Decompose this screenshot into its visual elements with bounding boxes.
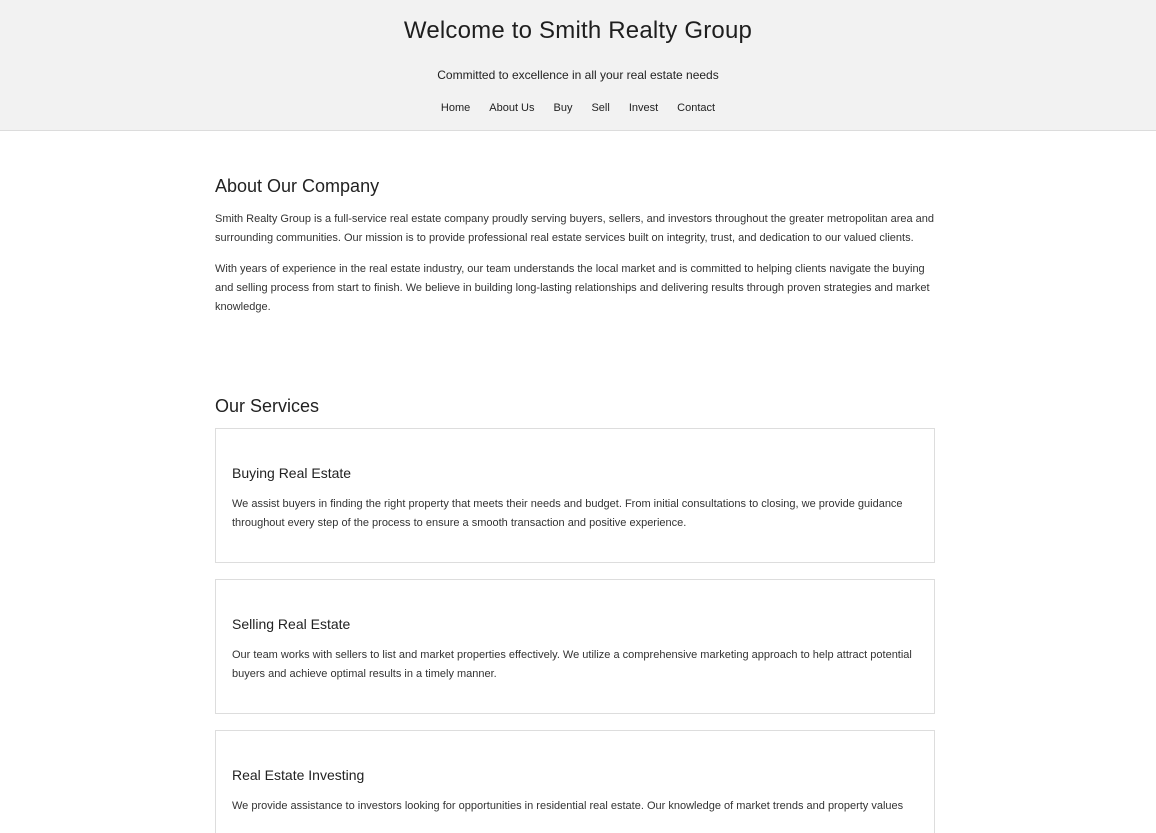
service-card-buying [215,428,935,563]
nav-link-invest[interactable]: Invest [628,102,659,114]
main-nav [0,101,1156,115]
service-description: We provide assistance to investors looking for opportunities in residential real estate. Our knowledge of market trends and property values [232,800,904,812]
service-title: Selling Real Estate [232,616,351,632]
services-heading: Our Services [215,396,320,416]
nav-link-home[interactable]: Home [440,102,471,114]
service-card-selling [215,579,935,714]
nav-link-about-us[interactable]: About Us [489,102,535,114]
about-heading: About Our Company [215,176,380,196]
about-paragraph: With years of experience in the real estate industry, our team understands the local market and is committed to helping clients navigate the buying and selling process from start to finish. We believe in building long-lasting relationships and delivering results through proven strategies and market knowledge. [215,263,930,313]
nav-link-sell[interactable]: Sell [591,102,610,114]
nav-link-buy[interactable]: Buy [553,102,573,114]
service-card-investing [215,730,935,833]
site-header [0,0,1156,131]
about-paragraph: Smith Realty Group is a full-service real estate company proudly serving buyers, sellers, and investors throughout the greater metropolitan area and surrounding communities. Our mission is to provide professional real estate services built on integrity, trust, and dedication to our valued clients. [215,213,935,244]
about-section [215,131,935,317]
site-title: Welcome to Smith Realty Group [403,17,753,44]
service-title: Real Estate Investing [232,767,365,783]
service-description: Our team works with sellers to list and market properties effectively. We utilize a comprehensive marketing approach to help attract potential buyers and achieve optimal results in a timely manner. [232,649,912,680]
site-tagline: Committed to excellence in all your real estate needs [437,68,719,82]
main-content [215,131,935,833]
nav-link-contact[interactable]: Contact [677,102,716,114]
services-section [215,395,935,833]
service-title: Buying Real Estate [232,465,352,481]
service-description: We assist buyers in finding the right property that meets their needs and budget. From initial consultations to closing, we provide guidance throughout every step of the process to ensure a smooth transaction and positive experience. [232,498,903,529]
